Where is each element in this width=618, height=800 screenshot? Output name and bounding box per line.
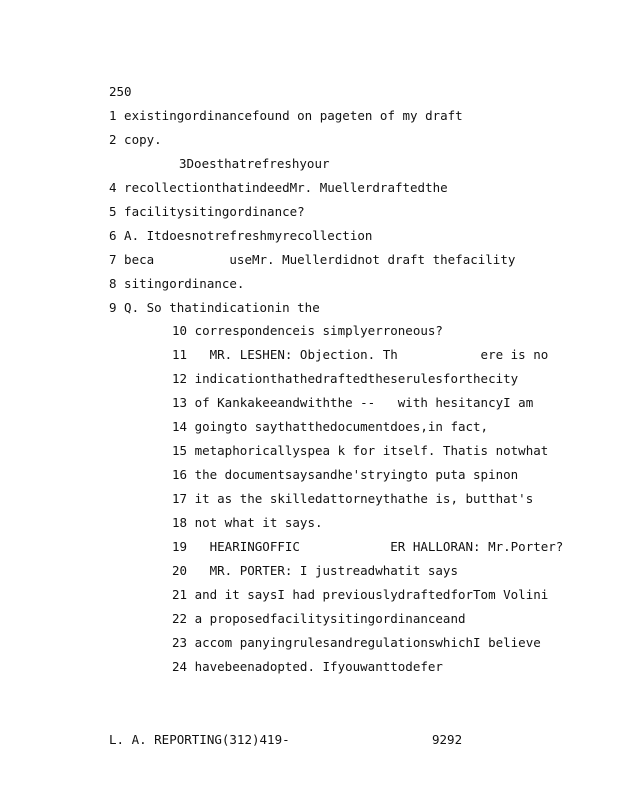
transcript-line: 5 facilitysitingordinance?	[109, 204, 305, 219]
transcript-line: 9 Q. So thatindicationin the	[109, 300, 320, 315]
transcript-line: 2 copy.	[109, 132, 162, 147]
transcript-line: 17 it as the skilledattorneythathe is, butthat's	[172, 491, 534, 506]
footer-reporter: L. A. REPORTING(312)419-	[109, 732, 290, 747]
transcript-line: 4 recollectionthatindeedMr. Muellerdraftedthe	[109, 180, 448, 195]
transcript-line: 18 not what it says.	[172, 515, 323, 530]
transcript-line: 23 accom panyingrulesandregulationswhichI believe	[172, 635, 541, 650]
transcript-line: 12 indicationthathedraftedtheserulesforthecity	[172, 371, 519, 386]
transcript-line: 8 sitingordinance.	[109, 276, 245, 291]
transcript-line: 14 goingto saythatthedocumentdoes,in fact,	[172, 419, 489, 434]
transcript-line: 6 A. Itdoesnotrefreshmyrecollection	[109, 228, 373, 243]
transcript-line: 3Doesthatrefreshyour	[179, 156, 330, 171]
transcript-line: 7 beca useMr. Muellerdidnot draft thefacility	[109, 252, 516, 267]
transcript-line: 22 a proposedfacilitysitingordinanceand	[172, 611, 466, 626]
footer-number: 9292	[432, 732, 463, 747]
transcript-line: 21 and it saysI had previouslydraftedforTom Volini	[172, 587, 549, 602]
transcript-line: 10 correspondenceis simplyerroneous?	[172, 323, 443, 338]
transcript-line: 15 metaphoricallyspea k for itself. Thatis notwhat	[172, 443, 549, 458]
transcript-line: 19 HEARINGOFFIC ER HALLORAN: Mr.Porter?	[172, 539, 564, 554]
transcript-line: 24 havebeenadopted. Ifyouwanttodefer	[172, 659, 443, 674]
transcript-line: 1 existingordinancefound on pageten of my draft	[109, 108, 463, 123]
transcript-line: 20 MR. PORTER: I justreadwhatit says	[172, 563, 458, 578]
transcript-line: 13 of Kankakeeandwiththe -- with hesitancyI am	[172, 395, 534, 410]
transcript-line: 11 MR. LESHEN: Objection. Th ere is no	[172, 347, 549, 362]
transcript-line: 16 the documentsaysandhe'stryingto puta spinon	[172, 467, 519, 482]
page-number: 250	[109, 84, 132, 99]
